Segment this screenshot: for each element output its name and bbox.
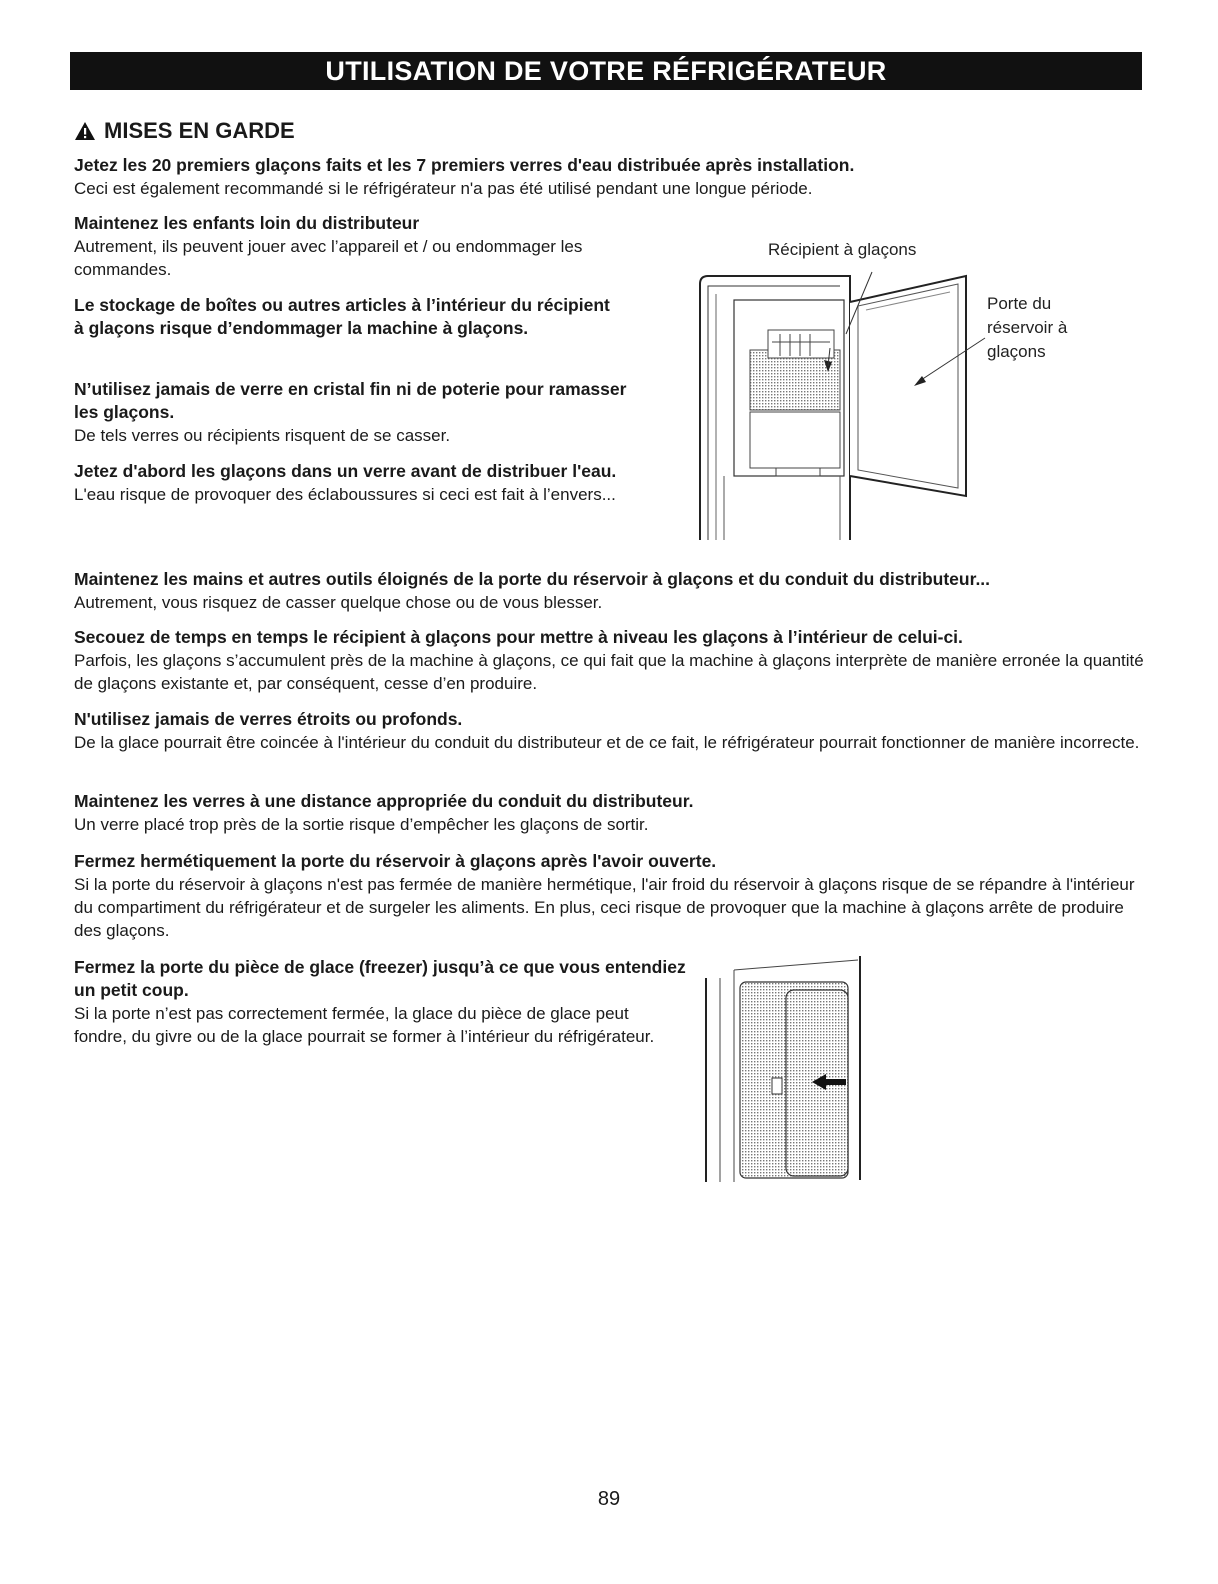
- warning-title: Maintenez les verres à une distance appropriée du conduit du distributeur.: [74, 791, 694, 811]
- warning-body: Autrement, ils peuvent jouer avec l’appareil et / ou endommager les commandes.: [74, 237, 583, 279]
- warning-body: L'eau risque de provoquer des éclaboussures si ceci est fait à l’envers...: [74, 485, 616, 504]
- warning-title: Fermez hermétiquement la porte du réservoir à glaçons après l'avoir ouverte.: [74, 851, 717, 871]
- warning-body: De tels verres ou récipients risquent de se casser.: [74, 426, 451, 445]
- page-banner-title: UTILISATION DE VOTRE RÉFRIGÉRATEUR: [70, 52, 1142, 90]
- warning-title: Jetez les 20 premiers glaçons faits et les 7 premiers verres d'eau distribuée après installation.: [74, 155, 855, 175]
- section-heading: [74, 118, 295, 144]
- warning-body: Parfois, les glaçons s’accumulent près de la machine à glaçons, ce qui fait que la machine à glaçons interprète de manière erronée la quantité de glaçons existante et, par conséquent, cesse d’en produire.: [74, 651, 1144, 693]
- warning-body: Si la porte du réservoir à glaçons n'est pas fermée de manière hermétique, l'air froid du réservoir à glaçons risque de se répandre à l'intérieur du compartiment du réfrigérateur et de surgeler les aliments. En plus, ceci risque de provoquer que la machine à glaçons arrête de produire des glaçons.: [74, 875, 1135, 940]
- warning-item: [74, 378, 634, 447]
- warning-title: Maintenez les enfants loin du distributeur: [74, 213, 420, 233]
- warning-item: [74, 850, 1149, 942]
- warning-title: Jetez d'abord les glaçons dans un verre avant de distribuer l'eau.: [74, 461, 617, 481]
- warning-title: Le stockage de boîtes ou autres articles à l’intérieur du récipient à glaçons risque d’endommager la machine à glaçons.: [74, 295, 610, 338]
- warning-body: Un verre placé trop près de la sortie risque d’empêcher les glaçons de sortir.: [74, 815, 649, 834]
- section-title: MISES EN GARDE: [104, 118, 295, 143]
- warning-item: [74, 294, 614, 340]
- warning-item: [74, 568, 1154, 614]
- warning-item: [74, 460, 654, 506]
- label-ice-bin-door: Porte du réservoir à glaçons: [987, 294, 1068, 361]
- warning-item: [74, 626, 1144, 695]
- warning-body: Ceci est également recommandé si le réfrigérateur n'a pas été utilisé pendant une longue période.: [74, 179, 813, 198]
- warning-title: N'utilisez jamais de verres étroits ou profonds.: [74, 709, 463, 729]
- warning-body: Si la porte n’est pas correctement fermée, la glace du pièce de glace peut fondre, du givre ou de la glace pourrait se former à l’intérieur du réfrigérateur.: [74, 1004, 655, 1046]
- warning-item: [74, 154, 1144, 200]
- warning-title: Maintenez les mains et autres outils éloignés de la porte du réservoir à glaçons et du conduit du distributeur...: [74, 569, 991, 589]
- warning-body: De la glace pourrait être coincée à l'intérieur du conduit du distributeur et de ce fait, le réfrigérateur pourrait fonctionner de manière incorrecte.: [74, 733, 1140, 752]
- warning-body: Autrement, vous risquez de casser quelque chose ou de vous blesser.: [74, 593, 603, 612]
- warning-triangle-icon: [74, 121, 96, 141]
- ice-bin-illustration: [690, 262, 990, 544]
- warning-title: N’utilisez jamais de verre en cristal fin ni de poterie pour ramasser les glaçons.: [74, 379, 627, 422]
- warning-item: [74, 212, 684, 281]
- warning-title: Fermez la porte du pièce de glace (freezer) jusqu’à ce que vous entendiez un petit coup.: [74, 957, 686, 1000]
- warning-item: [74, 708, 1144, 754]
- page-number: 89: [597, 1488, 621, 1510]
- label-ice-bin: Récipient à glaçons: [768, 240, 917, 259]
- warning-item: [74, 956, 686, 1048]
- warning-title: Secouez de temps en temps le récipient à glaçons pour mettre à niveau les glaçons à l’intérieur de celui-ci.: [74, 627, 963, 647]
- warning-item: [74, 790, 1144, 836]
- freezer-door-illustration: [700, 950, 870, 1186]
